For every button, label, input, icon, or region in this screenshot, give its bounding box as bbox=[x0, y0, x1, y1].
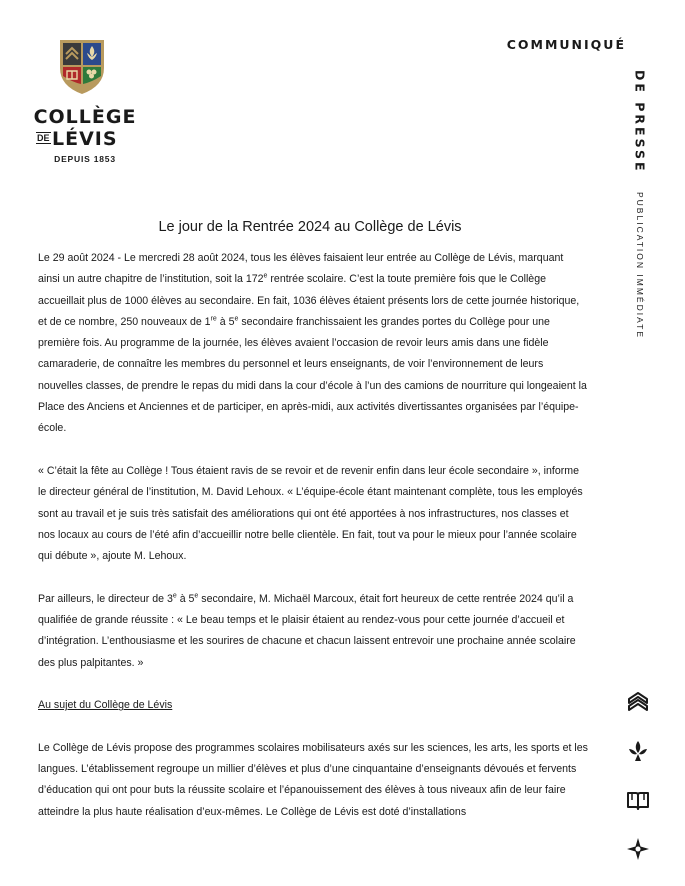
paragraph-quote-marcoux: Par ailleurs, le directeur de 3e à 5e secondaire, M. Michaël Marcoux, était fort heureux de cette rentrée 2024 qu’il a qualifiée de grande réussite : « Le beau temps et le plaisir étaient au rendez-vous pour cette journée d’accueil et d’intégration. L’enthousiasme et les sourires de chacune et chacun laissent entrevoir une prochaine année scolaire des plus palpitantes. » bbox=[38, 592, 576, 669]
paragraph-quote-director: « C’était la fête au Collège ! Tous étaient ravis de se revoir et de revenir enfin dans leur école secondaire », informe le directeur général de l’institution, M. David Lehoux. « L’équipe-école étant maintenant complète, tous les employés sont au travail et je suis très satisfait des améliorations qui ont été apportées à nos infrastructures, nos classes et nos locaux au cours de l’été afin d’accueillir notre belle clientèle. En fait, tout va pour le mieux pour l’année scolaire qui débute », ajoute M. Lehoux. bbox=[38, 464, 583, 563]
chevron-stack-icon bbox=[626, 690, 650, 714]
document-body bbox=[38, 248, 588, 844]
wordmark-college: COLLÈGE bbox=[33, 106, 137, 128]
paragraph-intro: Le 29 août 2024 - Le mercredi 28 août 2024, tous les élèves faisaient leur entrée au Collège de Lévis, marquant ainsi un autre chapitre de l’institution, soit la 172e rentrée scolaire. C’est la toute première fois que le Collège accueillait plus de 1000 élèves au secondaire. En fait, 1036 élèves étaient présents lors de cette journée historique, et de ce nombre, 250 nouveaux de 1re à 5e secondaire franchissaient les grandes portes du Collège pour une première fois. Au programme de la journée, les élèves avaient l’occasion de revoir leurs amis dans une fidèle camaraderie, de connaître les membres du personnel et leurs enseignants, de voir l’environnement de leurs nouvelles classes, de prendre le repas du midi dans la cour d’école à l’un des camions de nourriture qui longeaient la Place des Anciens et Anciennes et de participer, en après-midi, aux activités divertissantes organisées par l’équipe-école. bbox=[38, 252, 587, 435]
press-label: DE PRESSE bbox=[632, 70, 648, 174]
wordmark-levis: LÉVIS bbox=[52, 128, 118, 150]
open-book-icon bbox=[626, 788, 650, 812]
document-title: Le jour de la Rentrée 2024 au Collège de Lévis bbox=[158, 219, 462, 235]
publication-label: PUBLICATION IMMÉDIATE bbox=[635, 191, 645, 339]
vertical-press-title bbox=[629, 70, 651, 339]
side-icons bbox=[626, 690, 654, 886]
wordmark-since: DEPUIS 1853 bbox=[54, 154, 116, 164]
compass-star-icon bbox=[626, 837, 650, 861]
paragraph-about: Le Collège de Lévis propose des programmes scolaires mobilisateurs axés sur les sciences, les arts, les sports et les langues. L’établissement regroupe un millier d’élèves et plus d’une cinquantaine d’enseignants dévoués et fervents d’éducation qui ont pour buts la réussite scolaire et l’épanouissement des élèves à tous niveaux afin de leur faire atteindre la plus haute réalisation d’eux-mêmes. Le Collège de Lévis est doté d’installations bbox=[38, 741, 588, 818]
fleur-de-lis-icon bbox=[626, 739, 650, 763]
wordmark-de: DE bbox=[37, 133, 50, 143]
shield-crest-icon bbox=[58, 38, 106, 96]
communique-heading: COMMUNIQUÉ bbox=[506, 37, 626, 52]
college-wordmark bbox=[30, 106, 140, 164]
about-heading: Au sujet du Collège de Lévis bbox=[38, 699, 173, 712]
